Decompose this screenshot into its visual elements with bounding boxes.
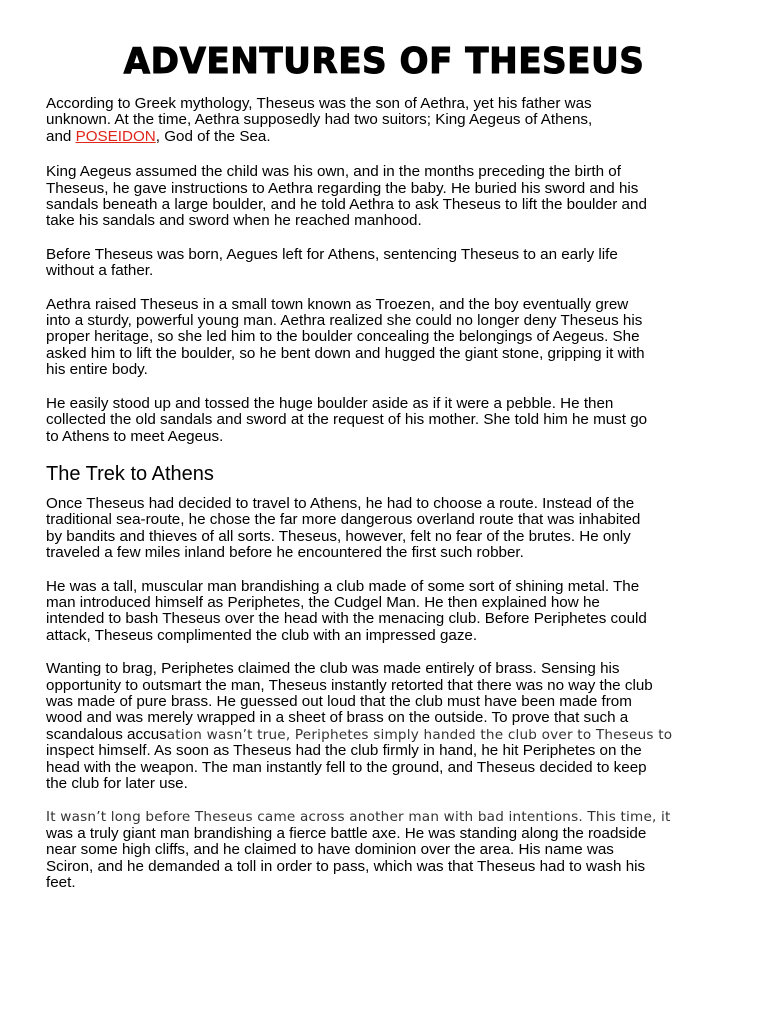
text-line: According to Greek mythology, Theseus was the son of Aethra, yet his father was — [46, 95, 592, 112]
poseidon-link[interactable]: POSEIDON — [75, 127, 156, 145]
paragraph-trek-2 — [46, 579, 726, 645]
text-line: Theseus, he gave instructions to Aethra regarding the baby. He buried his sword and his — [46, 179, 639, 197]
section-heading: The Trek to Athens — [46, 462, 214, 485]
paragraph-group-origin — [46, 164, 726, 445]
text-line: Before Theseus was born, Aegues left for Athens, sentencing Theseus to an early life — [46, 245, 618, 263]
text-line: traveled a few miles inland before he encountered the first such robber. — [46, 544, 524, 562]
text-line: He was a tall, muscular man brandishing a club made of some sort of shining metal. The — [46, 577, 640, 595]
paragraph-brass — [46, 661, 726, 792]
text-line — [46, 128, 271, 145]
text-line: Aethra raised Theseus in a small town known as Troezen, and the boy eventually grew — [46, 295, 629, 313]
paragraph-trek-1 — [46, 496, 726, 562]
text-line: King Aegeus assumed the child was his own, and in the months preceding the birth of — [46, 163, 621, 181]
paragraph-origin-2 — [46, 247, 726, 280]
text-line: was a truly giant man brandishing a fierce battle axe. He was standing along the roadside — [46, 824, 647, 842]
document-title: ADVENTURES OF THESEUS — [123, 41, 645, 82]
text-line: Wanting to brag, Periphetes claimed the club was made entirely of brass. Sensing his — [46, 660, 620, 678]
text-line: intended to bash Theseus over the head with the menacing club. Before Periphetes could — [46, 610, 647, 628]
text-line: unknown. At the time, Aethra supposedly had two suitors; King Aegeus of Athens, — [46, 111, 593, 129]
text-line: to Athens to meet Aegeus. — [46, 427, 224, 445]
text-line: wood and was merely wrapped in a sheet of brass on the outside. To prove that such a — [46, 709, 629, 727]
text-line: proper heritage, so she led him to the boulder concealing the belongings of Aegeus. She — [46, 328, 640, 346]
text-line: his entire body. — [46, 361, 148, 379]
text-line: traditional sea-route, he chose the far more dangerous overland route that was inhabited — [46, 511, 641, 529]
text-line: It wasn’t long before Theseus came across another man with bad intentions. This time, it — [46, 809, 671, 826]
text-line: take his sandals and sword when he reached manhood. — [46, 212, 422, 230]
paragraph-origin-4 — [46, 396, 726, 445]
text-line: was made of pure brass. He guessed out loud that the club must have been made from — [46, 692, 632, 710]
text-lines — [46, 825, 646, 891]
text-fragment: and — [46, 127, 76, 145]
document-body — [46, 96, 726, 908]
paragraph-sciron — [46, 809, 726, 891]
text-line: sandals beneath a large boulder, and he told Aethra to ask Theseus to lift the boulder and — [46, 196, 647, 214]
text-line: man introduced himself as Periphetes, the Cudgel Man. He then explained how he — [46, 593, 600, 611]
text-line: the club for later use. — [46, 775, 188, 792]
text-line: opportunity to outsmart the man, Theseus instantly retorted that there was no way the club — [46, 676, 653, 694]
text-line: Sciron, and he demanded a toll in order to pass, which was that Theseus had to wash his — [46, 857, 646, 875]
paragraph-origin-3 — [46, 297, 726, 379]
text-line: inspect himself. As soon as Theseus had the club firmly in hand, he hit Periphetes on the — [46, 742, 642, 760]
text-line-mixed — [46, 726, 672, 743]
text-line: near some high cliffs, and he claimed to have dominion over the area. His name was — [46, 841, 614, 859]
text-fragment: ation wasn’t true, Periphetes simply handed the club over to Theseus to — [166, 726, 673, 743]
paragraph-intro — [46, 96, 726, 145]
text-lines — [46, 742, 647, 792]
text-line: Once Theseus had decided to travel to Athens, he had to choose a route. Instead of the — [46, 494, 635, 512]
text-line: head with the weapon. The man instantly fell to the ground, and Theseus decided to keep — [46, 758, 647, 776]
text-line: He easily stood up and tossed the huge boulder aside as if it were a pebble. He then — [46, 394, 614, 412]
paragraph-origin-1 — [46, 164, 726, 230]
paragraph-group-trek — [46, 496, 726, 644]
text-fragment: , God of the Sea. — [155, 127, 271, 145]
text-line: collected the old sandals and sword at the request of his mother. She told him he must go — [46, 411, 648, 429]
text-line: without a father. — [46, 262, 154, 280]
text-line: asked him to lift the boulder, so he bent down and hugged the giant stone, gripping it with — [46, 344, 645, 362]
text-lines — [46, 660, 653, 726]
text-line: feet. — [46, 874, 76, 892]
text-line: by bandits and thieves of all sorts. Theseus, however, felt no fear of the brutes. He only — [46, 527, 631, 545]
text-line: into a sturdy, powerful young man. Aethra realized she could no longer deny Theseus his — [46, 312, 643, 330]
text-fragment: scandalous accus — [46, 725, 167, 743]
text-line: attack, Theseus complimented the club with an impressed gaze. — [46, 626, 478, 644]
